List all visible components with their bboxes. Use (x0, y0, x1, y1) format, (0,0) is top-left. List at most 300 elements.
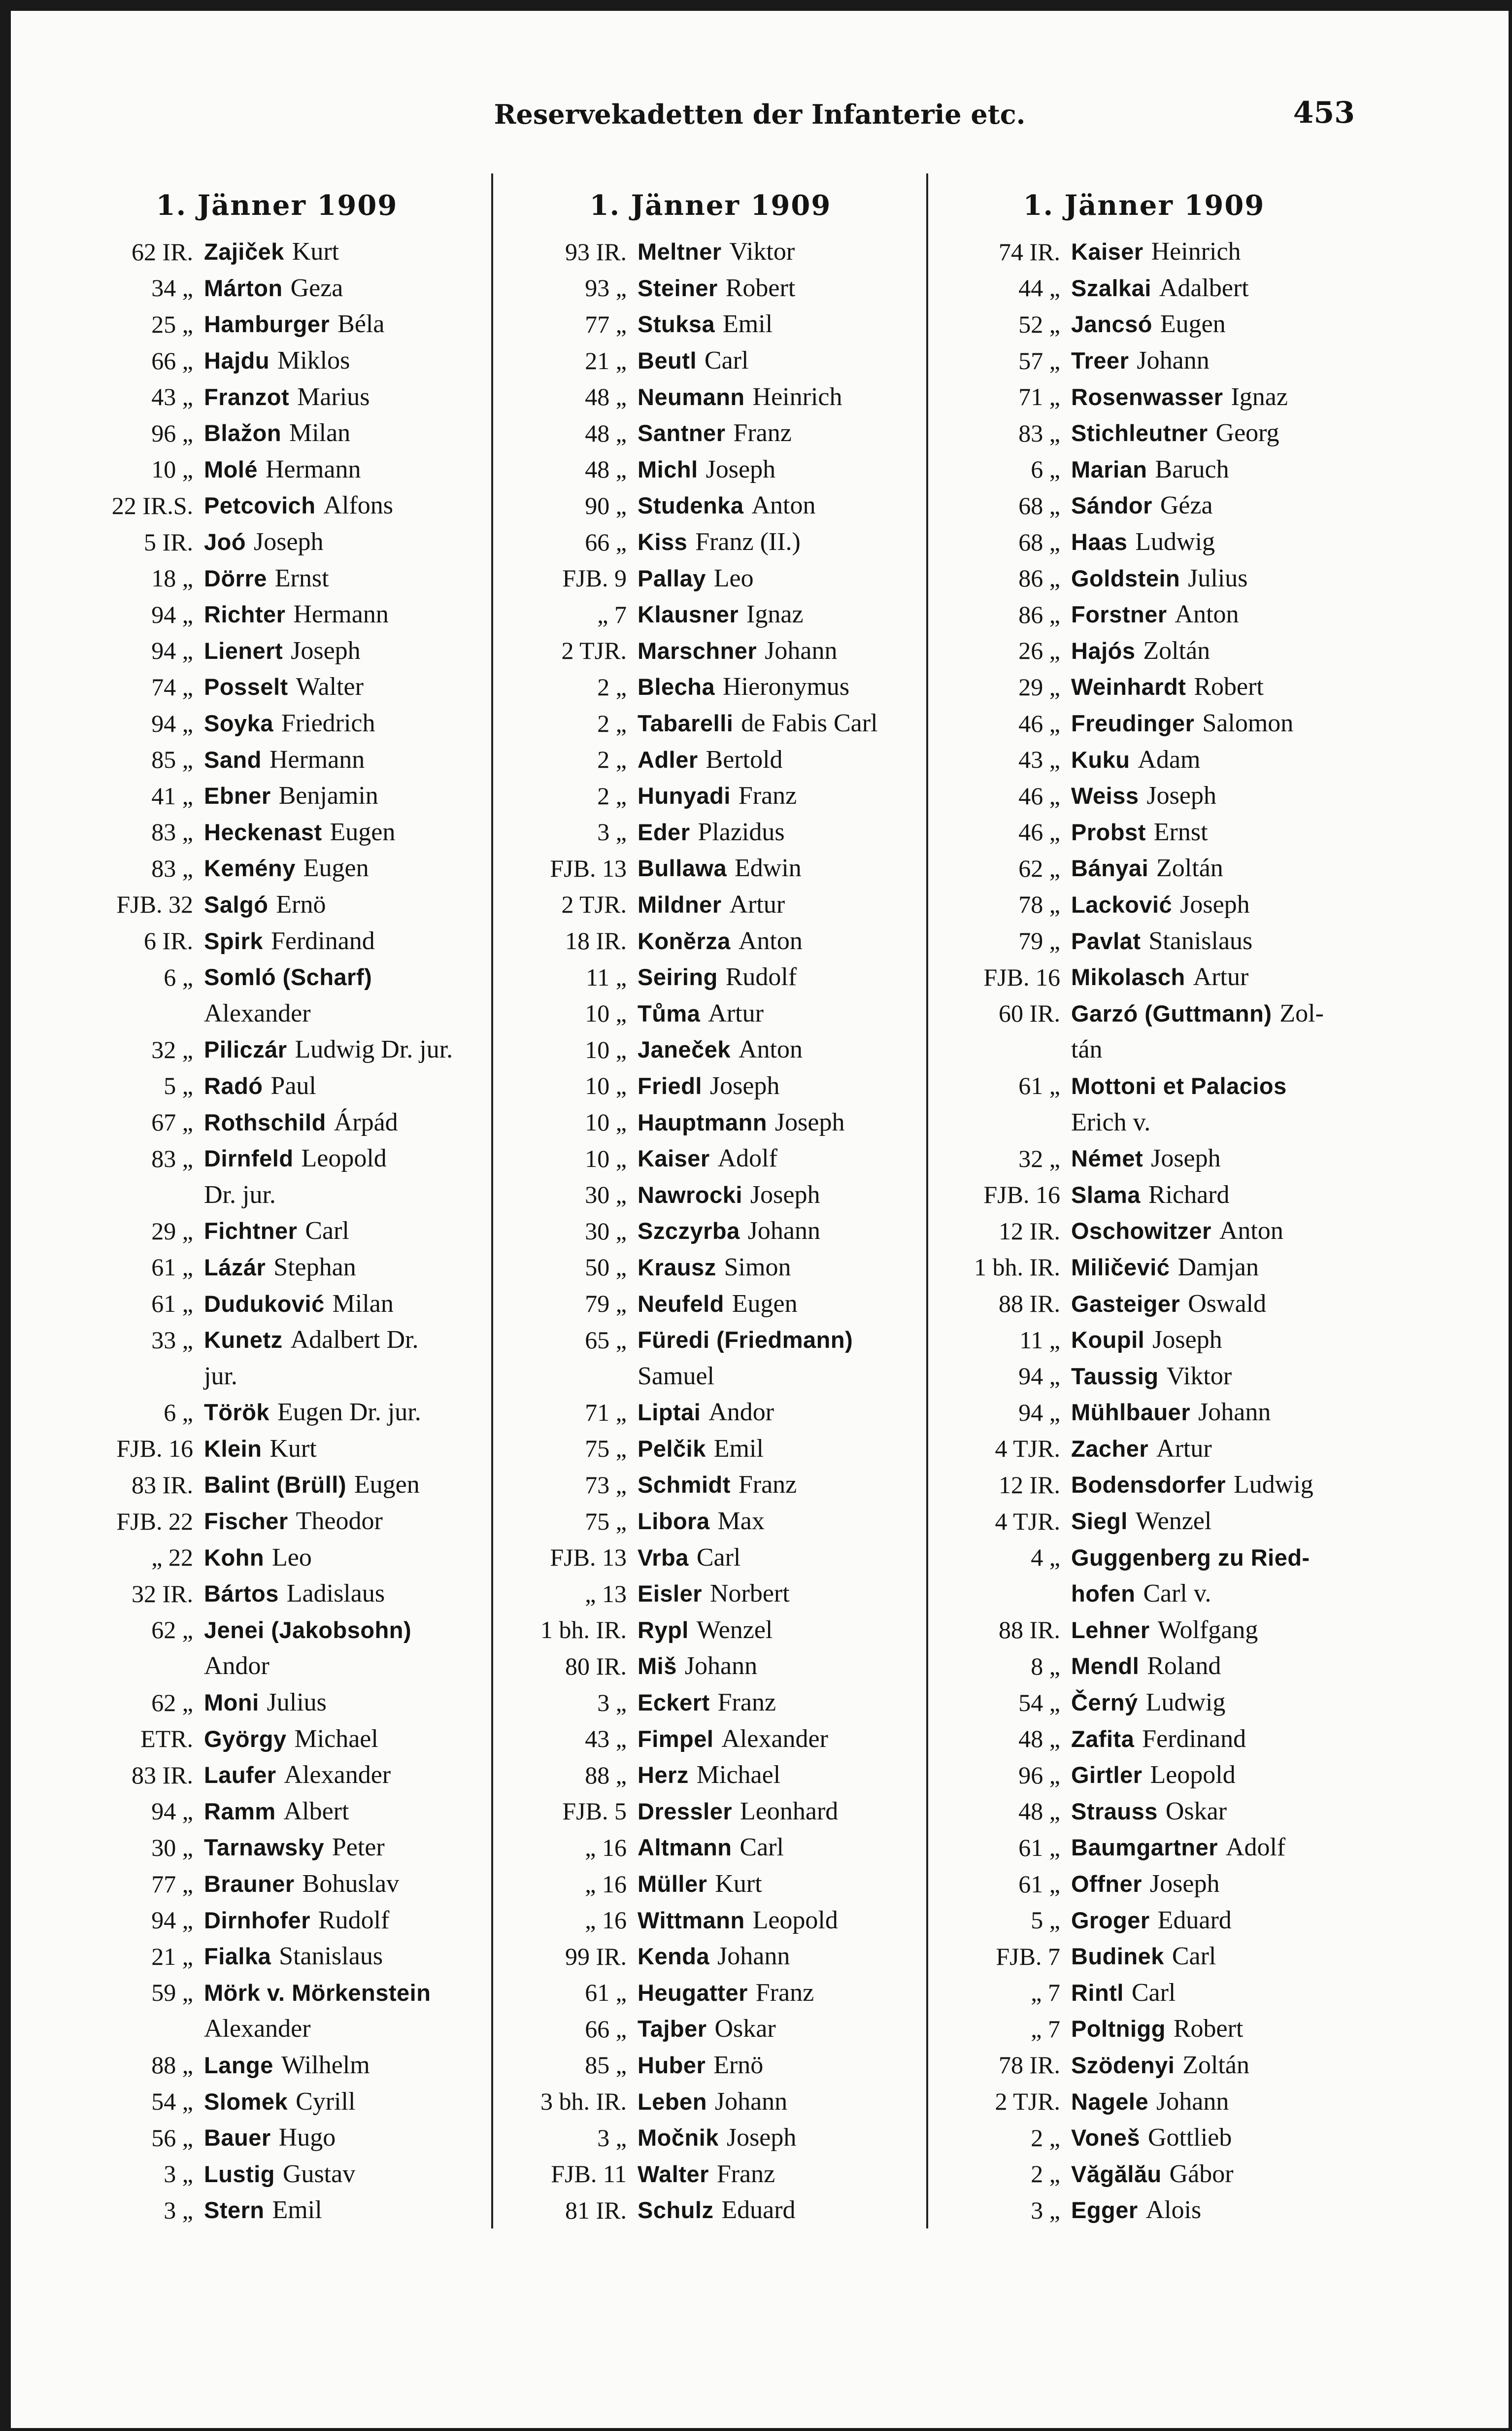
given-name: Bertold (706, 745, 783, 774)
unit-label: 62 IR. (132, 238, 193, 266)
surname: Gasteiger (1071, 1290, 1180, 1317)
unit-label: 10 „ (585, 1035, 627, 1063)
name-cell (638, 818, 922, 847)
name-cell (1071, 636, 1356, 665)
surname: Sand (204, 746, 262, 773)
roster-entry (65, 524, 489, 560)
column-heading: 1. Jänner 1909 (1023, 189, 1265, 222)
surname: Guggenberg zu Ried- (1071, 1544, 1310, 1571)
unit-label: 52 „ (1018, 310, 1060, 338)
surname: Văgălău (1071, 2160, 1162, 2187)
roster-entry (499, 1104, 922, 1140)
unit-label: 93 IR. (565, 238, 627, 266)
surname: Tůma (638, 1000, 701, 1027)
roster-entry-continuation (932, 1104, 1356, 1140)
given-name: Plazidus (698, 818, 785, 846)
given-name: Ludwig (1135, 528, 1215, 556)
name-cell (638, 309, 922, 339)
roster-entry-continuation (499, 1358, 922, 1394)
roster-entry (499, 741, 922, 778)
unit-label: 75 „ (585, 1435, 627, 1463)
roster-entry (65, 1938, 489, 1975)
roster-entry (932, 234, 1356, 270)
roster-entry (499, 342, 922, 379)
surname: Soyka (204, 710, 273, 737)
given-name: Adalbert Dr. (290, 1326, 419, 1354)
unit-label: FJB. 22 (116, 1507, 193, 1535)
unit-label: 99 IR. (565, 1942, 627, 1970)
given-name: Franz (716, 2159, 775, 2188)
surname: Török (204, 1399, 270, 1426)
name-cell (1071, 1507, 1356, 1536)
roster-entry (499, 487, 922, 524)
surname: Groger (1071, 1907, 1150, 1933)
roster-entry (932, 887, 1356, 923)
roster-entry (932, 306, 1356, 342)
given-name: jur. (204, 1362, 237, 1390)
given-name: Carl (1172, 1942, 1216, 1971)
roster-entry (499, 2156, 922, 2192)
name-cell (1071, 1289, 1356, 1318)
given-name: Michael (294, 1724, 378, 1753)
surname: Adler (638, 746, 698, 773)
surname: Weinhardt (1071, 674, 1186, 700)
roster-entry (499, 415, 922, 451)
roster-entry (932, 524, 1356, 560)
surname: Jancsó (1071, 311, 1152, 338)
given-name: Marius (297, 382, 370, 411)
name-cell (1071, 1325, 1356, 1354)
surname: Baumgartner (1071, 1834, 1218, 1861)
unit-label: „ 16 (585, 1870, 627, 1898)
roster-entry (499, 2083, 922, 2120)
name-cell (638, 962, 922, 992)
given-name: Robert (1194, 673, 1264, 701)
given-name: Geza (290, 274, 343, 302)
surname: hofen (1071, 1580, 1136, 1607)
unit-label: 90 „ (585, 491, 627, 519)
document-page (11, 11, 1509, 2428)
column-divider (491, 173, 493, 2228)
surname: Rothschild (204, 1109, 326, 1135)
name-cell (638, 745, 922, 774)
name-cell (204, 1615, 489, 1644)
unit-label: 46 „ (1018, 709, 1060, 737)
unit-label: 94 „ (151, 637, 193, 665)
surname: Hajdu (204, 347, 270, 374)
roster-entry (932, 2011, 1356, 2047)
given-name: Milan (289, 419, 351, 447)
name-cell (1071, 672, 1356, 701)
unit-label: 43 „ (151, 383, 193, 411)
given-name: Johann (1137, 346, 1210, 375)
given-name: Adolf (717, 1144, 777, 1173)
roster-entry (499, 1720, 922, 1757)
roster-entry (932, 959, 1356, 995)
roster-entry-continuation (65, 1358, 489, 1394)
name-cell (1071, 527, 1356, 556)
name-cell (204, 309, 489, 339)
unit-label: 78 IR. (999, 2051, 1060, 2079)
roster-entry (499, 1031, 922, 1068)
name-cell (204, 382, 489, 411)
unit-label: „ 13 (585, 1579, 627, 1608)
given-name: Hermann (265, 455, 361, 483)
name-cell (638, 926, 922, 956)
name-cell (204, 1035, 489, 1064)
roster-entry (65, 1757, 489, 1793)
surname: Zajiček (204, 239, 284, 265)
unit-label: 54 „ (151, 2088, 193, 2116)
given-name: Joseph (706, 455, 776, 483)
unit-label: 61 „ (1018, 1072, 1060, 1100)
name-cell (204, 672, 489, 701)
name-cell (204, 745, 489, 774)
surname: Friedl (638, 1072, 702, 1099)
unit-label: 5 „ (1031, 1906, 1060, 1934)
given-name: Johann (765, 636, 838, 665)
name-cell (638, 491, 922, 520)
unit-label: 2 „ (597, 673, 627, 701)
surname: Piliczár (204, 1036, 287, 1063)
unit-label: 22 IR.S. (111, 491, 193, 519)
unit-label: 12 IR. (999, 1217, 1060, 1245)
surname: Steiner (638, 274, 718, 301)
roster-entry (65, 669, 489, 705)
name-cell (204, 564, 489, 593)
roster-entry (65, 814, 489, 851)
unit-label: 86 „ (1018, 564, 1060, 592)
unit-label: 77 „ (585, 310, 627, 338)
unit-label: 65 „ (585, 1326, 627, 1354)
given-name: Franz (717, 1688, 776, 1717)
name-cell (1071, 709, 1356, 738)
given-name: Leopold (1150, 1761, 1236, 1789)
roster-entry (499, 633, 922, 669)
unit-label: 3 „ (164, 2196, 193, 2224)
surname: Dressler (638, 1798, 733, 1824)
unit-label: ETR. (140, 1725, 193, 1753)
unit-label: 66 „ (585, 528, 627, 556)
name-cell (1071, 1035, 1356, 1064)
name-cell (204, 1144, 489, 1173)
surname: Wittmann (638, 1907, 745, 1933)
surname: Nawrocki (638, 1181, 742, 1208)
given-name: Artur (1156, 1434, 1212, 1463)
roster-entry (499, 1140, 922, 1177)
unit-label: 68 „ (1018, 491, 1060, 519)
surname: Dörre (204, 565, 267, 591)
name-cell (1071, 2087, 1356, 2116)
surname: Brauner (204, 1871, 295, 1897)
name-cell (204, 1470, 489, 1499)
given-name: Samuel (638, 1362, 714, 1390)
surname: Egger (1071, 2197, 1138, 2224)
name-cell (1071, 818, 1356, 847)
given-name: Zoltán (1143, 636, 1210, 665)
surname: Szödenyi (1071, 2052, 1175, 2078)
name-cell (1071, 1869, 1356, 1898)
unit-label: 83 „ (151, 818, 193, 846)
name-cell (638, 1289, 922, 1318)
roster-entry (932, 1648, 1356, 1684)
name-cell (1071, 309, 1356, 339)
surname: Salgó (204, 891, 269, 918)
surname: Hunyadi (638, 783, 731, 809)
name-cell (638, 999, 922, 1028)
surname: Dirnhofer (204, 1907, 310, 1933)
given-name: Emil (272, 2196, 322, 2225)
given-name: Ernst (274, 564, 329, 592)
name-cell (638, 1325, 922, 1354)
given-name: Miklos (277, 346, 350, 375)
name-cell (1071, 1180, 1356, 1209)
surname: Blecha (638, 674, 715, 700)
given-name: Stanislaus (1148, 926, 1253, 955)
roster-entry (499, 451, 922, 488)
given-name: Ludwig Dr. jur. (295, 1035, 453, 1064)
given-name: Heinrich (1151, 238, 1241, 266)
name-cell (638, 237, 922, 266)
roster-entry (932, 778, 1356, 814)
surname: Neumann (638, 383, 745, 410)
roster-entry (499, 560, 922, 596)
given-name: Salomon (1202, 709, 1294, 738)
surname: Černý (1071, 1689, 1138, 1716)
name-cell (1071, 1470, 1356, 1499)
name-cell (204, 1651, 489, 1680)
name-cell (638, 1579, 922, 1608)
name-cell (638, 527, 922, 556)
surname: Eckert (638, 1689, 710, 1716)
unit-label: 2 TJR. (995, 2088, 1060, 2116)
roster-entry (65, 1467, 489, 1503)
unit-label: 2 TJR. (561, 637, 627, 665)
unit-label: „ 7 (1031, 2015, 1060, 2043)
given-name: Ludwig (1145, 1688, 1226, 1717)
surname: Szalkai (1071, 274, 1151, 301)
given-name: Leopold (301, 1144, 387, 1173)
name-cell (1071, 418, 1356, 447)
roster-entry (932, 1176, 1356, 1213)
roster-entry (932, 378, 1356, 415)
column-heading: 1. Jänner 1909 (589, 189, 832, 222)
unit-label: 83 „ (151, 1144, 193, 1172)
surname: Kenda (638, 1943, 710, 1970)
unit-label: 21 „ (585, 346, 627, 375)
name-cell (638, 636, 922, 665)
roster-entry (932, 1431, 1356, 1467)
roster-entry (65, 1503, 489, 1540)
surname: Kaiser (638, 1145, 710, 1172)
name-cell (204, 1507, 489, 1536)
unit-label: 83 „ (151, 854, 193, 882)
given-name: Johann (1198, 1398, 1271, 1427)
surname: Fimpel (638, 1725, 714, 1752)
unit-label: 4 TJR. (995, 1435, 1060, 1463)
given-name: Hermann (293, 600, 389, 629)
unit-label: 75 „ (585, 1507, 627, 1535)
roster-entry (65, 2083, 489, 2120)
roster-entry (499, 1176, 922, 1213)
surname: Močnik (638, 2124, 719, 2151)
roster-entry (499, 270, 922, 307)
roster-entry (932, 1612, 1356, 1648)
surname: Michl (638, 456, 698, 482)
surname: Zacher (1071, 1435, 1149, 1462)
name-cell (638, 1615, 922, 1644)
given-name: Joseph (709, 1071, 780, 1100)
given-name: Zoltán (1156, 854, 1223, 883)
name-cell (204, 1688, 489, 1717)
roster-entry (499, 1394, 922, 1431)
roster-entry (499, 1684, 922, 1721)
given-name: Viktor (729, 238, 795, 266)
surname: Eisler (638, 1580, 703, 1607)
surname: Eder (638, 819, 690, 845)
surname: Oschowitzer (1071, 1218, 1211, 1244)
surname: Lázár (204, 1254, 266, 1280)
given-name: Ferdinand (270, 926, 375, 955)
surname: Schmidt (638, 1472, 731, 1498)
name-cell (638, 1942, 922, 1971)
given-name: Walter (296, 673, 364, 701)
unit-label: FJB. 13 (550, 1543, 627, 1572)
roster-entry (932, 1866, 1356, 1902)
roster-entry (932, 2047, 1356, 2084)
given-name: Johann (717, 1942, 790, 1971)
surname: Goldstein (1071, 565, 1180, 591)
name-cell (204, 818, 489, 847)
surname: Fialka (204, 1943, 271, 1970)
unit-label: 30 „ (585, 1217, 627, 1245)
name-cell (204, 2195, 489, 2225)
name-cell (204, 1071, 489, 1100)
surname: Garzó (Guttmann) (1071, 1000, 1272, 1027)
unit-label: FJB. 16 (983, 1181, 1060, 1209)
roster-entry (932, 415, 1356, 451)
given-name: Géza (1160, 491, 1213, 520)
roster-entry (65, 234, 489, 270)
surname: Molé (204, 456, 258, 482)
name-cell (638, 274, 922, 303)
column-rows (932, 234, 1356, 2228)
given-name: Heinrich (752, 382, 842, 411)
column-heading: 1. Jänner 1909 (156, 189, 398, 222)
unit-label: 6 „ (164, 963, 193, 991)
name-cell (204, 1325, 489, 1354)
unit-label: 56 „ (151, 2123, 193, 2152)
name-cell (1071, 1942, 1356, 1971)
given-name: Anton (1219, 1217, 1283, 1245)
name-cell (204, 1108, 489, 1137)
name-cell (1071, 1434, 1356, 1463)
name-cell (638, 2051, 922, 2080)
given-name: Joseph (291, 636, 361, 665)
given-name: Oswald (1188, 1289, 1267, 1318)
given-name: Paul (270, 1071, 316, 1100)
name-cell (1071, 781, 1356, 810)
given-name: Joseph (774, 1108, 845, 1136)
roster-entry (65, 1793, 489, 1830)
name-cell (638, 1906, 922, 1935)
roster-entry (932, 487, 1356, 524)
roster-entry (65, 2156, 489, 2192)
given-name: Alois (1145, 2196, 1202, 2225)
surname: Studenka (638, 492, 744, 519)
name-cell (1071, 1833, 1356, 1862)
name-cell (204, 1434, 489, 1463)
roster-entry (65, 705, 489, 742)
given-name: Joseph (253, 528, 324, 556)
given-name: Carl (305, 1217, 349, 1245)
name-cell (638, 1688, 922, 1717)
surname: Zafita (1071, 1725, 1135, 1752)
roster-entry (932, 342, 1356, 379)
roster-entry (932, 1358, 1356, 1394)
unit-label: 62 „ (151, 1616, 193, 1644)
roster-entry (932, 2120, 1356, 2156)
roster-entry (499, 995, 922, 1031)
roster-entry (499, 1503, 922, 1540)
unit-label: 3 „ (1031, 2196, 1060, 2224)
given-name: Eugen Dr. jur. (277, 1398, 421, 1427)
name-cell (204, 1724, 489, 1753)
roster-entry (499, 1975, 922, 2011)
surname: Szczyrba (638, 1218, 740, 1244)
name-cell (1071, 890, 1356, 919)
unit-label: 30 „ (585, 1181, 627, 1209)
roster-entry (499, 1467, 922, 1503)
unit-label: 85 „ (585, 2051, 627, 2079)
surname: Stuksa (638, 311, 715, 338)
unit-label: 26 „ (1018, 637, 1060, 665)
name-cell (1071, 1760, 1356, 1789)
unit-label: „ 22 (151, 1543, 193, 1572)
name-cell (1071, 999, 1356, 1028)
name-cell (638, 1398, 922, 1427)
roster-entry (932, 1285, 1356, 1322)
surname: Liptai (638, 1399, 701, 1426)
name-cell (1071, 564, 1356, 593)
roster-entry (932, 596, 1356, 633)
unit-label: 73 „ (585, 1471, 627, 1499)
surname: Kaiser (1071, 239, 1143, 265)
roster-entry (65, 887, 489, 923)
unit-label: 5 IR. (144, 528, 193, 556)
given-name: Joseph (1146, 782, 1216, 810)
given-name: Stanislaus (279, 1942, 383, 1971)
roster-entry (65, 1975, 489, 2011)
roster-entry (499, 1539, 922, 1575)
unit-label: 62 „ (1018, 854, 1060, 882)
given-name: Roland (1147, 1652, 1221, 1680)
given-name: Oskar (1165, 1797, 1227, 1825)
name-cell (1071, 1724, 1356, 1753)
roster-entry (932, 1503, 1356, 1540)
surname: Heugatter (638, 1979, 748, 2006)
unit-label: 61 „ (585, 1979, 627, 2007)
name-cell (1071, 1144, 1356, 1173)
surname: Rintl (1071, 1979, 1124, 2006)
unit-label: 61 „ (151, 1290, 193, 1318)
roster-entry (932, 1539, 1356, 1575)
unit-label: 61 „ (1018, 1870, 1060, 1898)
given-name: Anton (738, 1035, 803, 1064)
unit-label: 78 „ (1018, 890, 1060, 919)
unit-label: 88 „ (585, 1761, 627, 1789)
roster-entry (65, 1612, 489, 1648)
